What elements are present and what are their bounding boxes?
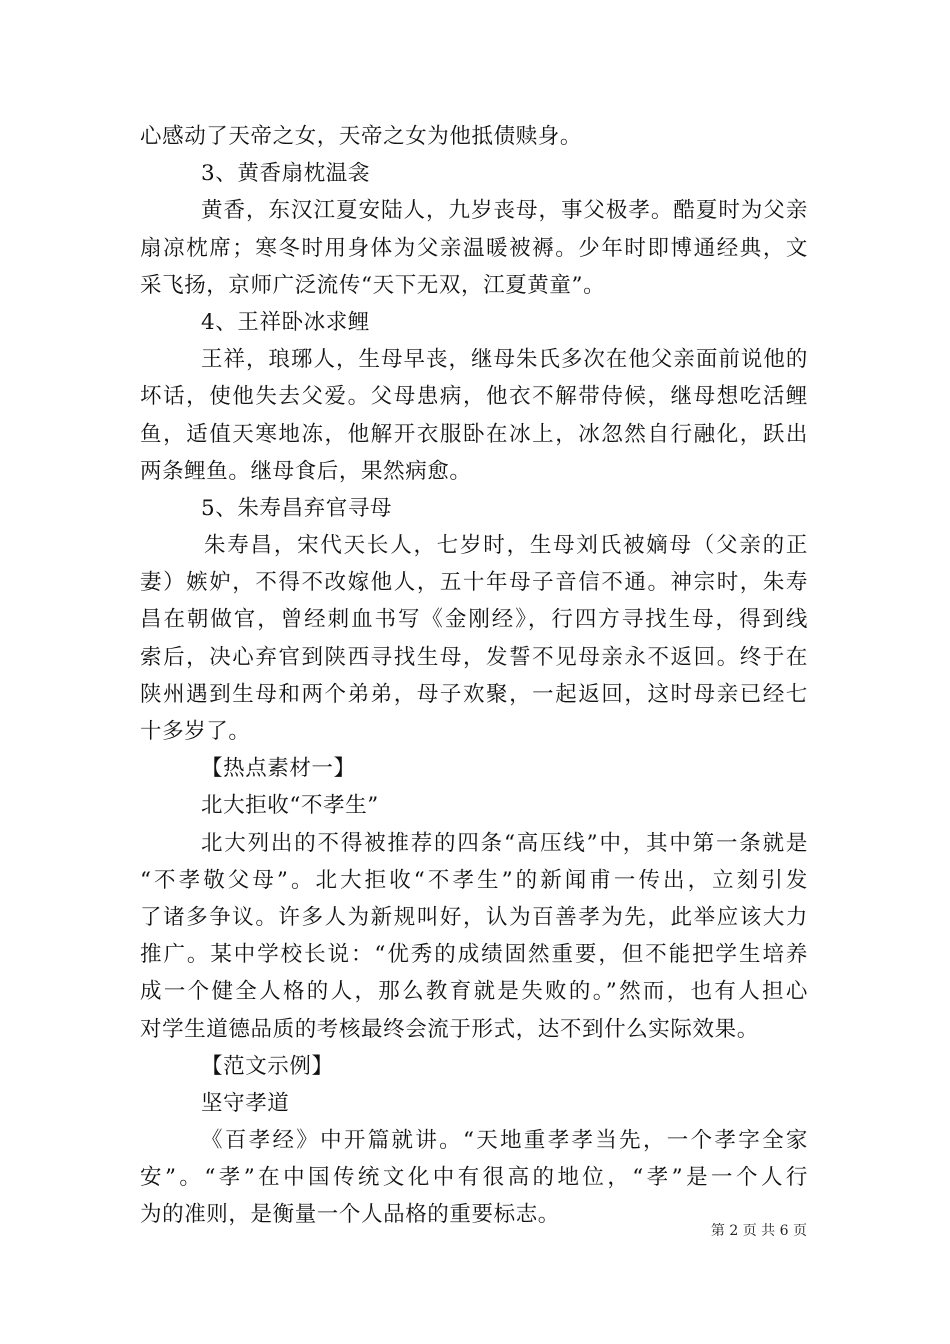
text-line: 安”。“孝”在中国传统文化中有很高的地位，“孝”是一个人行	[140, 1165, 808, 1191]
text-line: 扇凉枕席；寒冬时用身体为父亲温暖被褥。少年时即博通经典，文	[140, 235, 808, 261]
text-line: 鱼，适值天寒地冻，他解开衣服卧在冰上，冰忽然自行融化，跃出	[140, 421, 808, 447]
text-line: 坏话，使他失去父爱。父母患病，他衣不解带侍候，继母想吃活鲤	[140, 384, 808, 410]
text-line: “不孝敬父母”。北大拒收“不孝生”的新闻甫一传出，立刻引发	[140, 867, 808, 893]
text-line: 心感动了天帝之女，天帝之女为他抵债赎身。	[140, 124, 583, 149]
text-line: 【热点素材一】	[201, 756, 356, 782]
text-line: 十多岁了。	[140, 719, 251, 744]
text-line: 陕州遇到生母和两个弟弟，母子欢聚，一起返回，这时母亲已经七	[140, 681, 808, 707]
text-line: 5、朱寿昌弃官寻母	[201, 495, 393, 521]
text-line: 黄香，东汉江夏安陆人，九岁丧母，事父极孝。酷夏时为父亲	[201, 198, 808, 224]
text-line: 对学生道德品质的考核最终会流于形式，达不到什么实际效果。	[140, 1016, 759, 1042]
text-line: 北大列出的不得被推荐的四条“高压线”中，其中第一条就是	[201, 830, 808, 856]
text-line: 为的准则，是衡量一个人品格的重要标志。	[140, 1202, 560, 1228]
text-line: 采飞扬，京师广泛流传“天下无双，江夏黄童”。	[140, 272, 606, 298]
text-line: 朱寿昌，宋代天长人，七岁时，生母刘氏被嫡母（父亲的正	[204, 533, 808, 559]
text-line: 《百孝经》中开篇就讲。“天地重孝孝当先，一个孝字全家	[201, 1128, 808, 1154]
text-line: 北大拒收“不孝生”	[201, 793, 379, 819]
text-line: 索后，决心弃官到陕西寻找生母，发誓不见母亲永不返回。终于在	[140, 644, 808, 670]
text-line: 推广。某中学校长说：“优秀的成绩固然重要，但不能把学生培养	[140, 942, 808, 968]
page-number-footer: 第 2 页 共 6 页	[710, 1223, 807, 1239]
text-line: 妻）嫉妒，不得不改嫁他人，五十年母子音信不通。神宗时，朱寿	[140, 570, 808, 596]
text-line: 4、王祥卧冰求鲤	[201, 309, 370, 335]
text-line: 两条鲤鱼。继母食后，果然病愈。	[140, 458, 472, 484]
text-line: 坚守孝道	[201, 1090, 290, 1116]
text-line: 3、黄香扇枕温衾	[201, 161, 370, 187]
text-line: 王祥，琅琊人，生母早丧，继母朱氏多次在他父亲面前说他的	[201, 347, 808, 373]
document-body	[140, 118, 808, 1234]
text-line: 【范文示例】	[201, 1053, 334, 1079]
text-line: 昌在朝做官，曾经刺血书写《金刚经》，行四方寻找生母，得到线	[140, 607, 808, 633]
text-line: 成一个健全人格的人，那么教育就是失败的。”然而，也有人担心	[140, 979, 808, 1005]
text-line: 了诸多争议。许多人为新规叫好，认为百善孝为先，此举应该大力	[140, 904, 808, 930]
